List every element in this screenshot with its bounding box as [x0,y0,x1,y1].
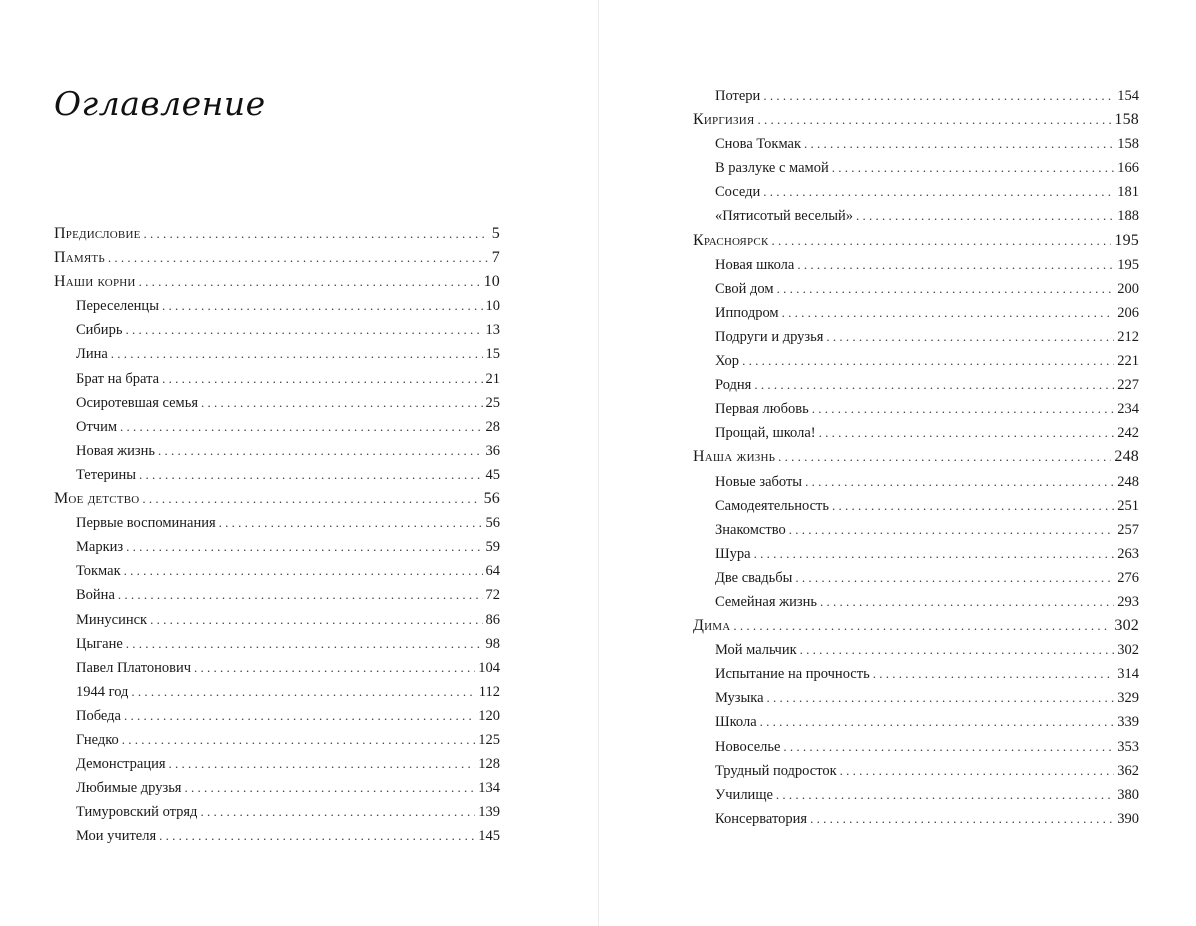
toc-entry-title: Лина [76,346,108,363]
dot-leader [832,156,1115,180]
toc-page-number: 195 [1114,231,1139,249]
toc-page-number: 98 [485,635,500,652]
toc-subsection-entry [54,439,500,463]
toc-page-number: 195 [1117,256,1139,273]
dot-leader [820,590,1114,614]
toc-subsection-entry [693,638,1139,662]
toc-page-number: 158 [1114,111,1139,129]
dot-leader [805,470,1114,494]
toc-page-number: 120 [478,707,500,724]
dot-leader [184,776,475,800]
toc-page-number: 158 [1117,136,1139,153]
toc-page-number: 36 [485,442,500,459]
dot-leader [757,108,1111,132]
toc-entry-title: Дима [693,617,731,635]
toc-entry-title: Наши корни [54,273,136,291]
toc-page-number: 276 [1117,569,1139,586]
dot-leader [124,704,475,728]
toc-entry-title: Потери [715,88,761,104]
toc-page-number: 329 [1117,690,1139,707]
toc-subsection-entry [54,415,500,439]
dot-leader [795,566,1114,590]
toc-entry-title: Любимые друзья [76,780,182,797]
toc-page-number: 293 [1117,593,1139,610]
toc-page-number: 104 [478,659,500,676]
page-title: Оглавление [54,84,266,123]
toc-entry-title: Консерватория [715,810,808,827]
toc-section-entry [693,445,1139,469]
toc-entry-title: Тимуровский отряд [76,804,198,821]
toc-subsection-entry [693,542,1139,566]
toc-entry-title: Шура [715,545,751,562]
toc-subsection-entry [54,824,500,848]
toc-subsection-entry [693,686,1139,710]
toc-entry-title: Испытание на прочность [715,666,870,683]
toc-subsection-entry [54,463,500,487]
toc-entry-title: Гнедко [76,731,119,748]
toc-entry-title: Училище [715,786,773,803]
toc-entry-title: Прощай, школа! [715,425,816,442]
toc-page-number: 188 [1117,208,1139,225]
toc-page-number: 221 [1117,353,1139,370]
toc-page-number: 181 [1117,184,1139,201]
dot-leader [832,494,1114,518]
toc-entry-title: Трудный подросток [715,762,837,779]
dot-leader [800,638,1115,662]
toc-entry-title: Новоселье [715,738,781,755]
toc-section-entry [54,270,500,294]
dot-leader [783,735,1114,759]
toc-subsection-entry [693,325,1139,349]
toc-page-number: 125 [478,731,500,748]
toc-subsection-entry [693,253,1139,277]
dot-leader [159,824,475,848]
dot-leader [201,391,483,415]
toc-subsection-entry [54,800,500,824]
toc-page-number: 139 [478,804,500,821]
toc-entry-title: Первые воспоминания [76,515,216,532]
dot-leader [122,728,475,752]
toc-subsection-entry [54,511,500,535]
toc-subsection-entry [693,783,1139,807]
toc-entry-title: Память [54,249,105,267]
toc-page-number: 56 [485,515,500,532]
dot-leader [778,445,1111,469]
toc-subsection-entry [54,656,500,680]
dot-leader [804,132,1114,156]
toc-entry-title: Тетерины [76,466,137,483]
toc-page-number: 59 [485,539,500,556]
toc-entry-title: Мои учителя [76,828,157,845]
toc-subsection-entry [693,156,1139,180]
dot-leader [797,253,1114,277]
toc-page-number: 257 [1117,521,1139,538]
toc-page-number: 242 [1117,425,1139,442]
toc-page-number: 72 [485,587,500,604]
toc-page-number: 234 [1117,401,1139,418]
toc-entry-title: Знакомство [715,521,786,538]
toc-subsection-entry [54,294,500,318]
toc-page-number: 56 [483,490,500,508]
toc-list-right [693,84,1139,831]
toc-entry-title: Предисловие [54,225,141,242]
toc-entry-title: Мой мальчик [715,642,797,659]
toc-entry-title: Киргизия [693,111,755,129]
toc-page-number: 45 [485,466,500,483]
toc-subsection-entry [54,391,500,415]
toc-entry-title: Две свадьбы [715,569,793,586]
toc-page-number: 200 [1117,280,1139,297]
dot-leader [760,710,1115,734]
dot-leader [125,318,482,342]
toc-page-number: 13 [485,322,500,339]
dot-leader [812,397,1115,421]
toc-subsection-entry [693,759,1139,783]
dot-leader [126,535,482,559]
dot-leader [819,421,1115,445]
dot-leader [763,84,1114,108]
dot-leader [754,373,1114,397]
toc-entry-title: Брат на брата [76,370,160,387]
toc-page-number: 380 [1117,786,1139,803]
toc-entry-title: Осиротевшая семья [76,394,198,411]
toc-entry-title: Демонстрация [76,756,166,773]
toc-page-number: 206 [1117,304,1139,321]
dot-leader [124,559,483,583]
toc-page-number: 15 [485,346,500,363]
toc-page-number: 227 [1117,377,1139,394]
toc-entry-title: Сибирь [76,322,123,339]
toc-entry-title: Самодеятельность [715,497,829,514]
toc-entry-title: Отчим [76,418,118,435]
toc-subsection-entry [54,318,500,342]
dot-leader [776,783,1114,807]
toc-subsection-entry [693,204,1139,228]
toc-subsection-entry [693,373,1139,397]
dot-leader [150,608,482,632]
toc-page-number: 64 [485,563,500,580]
toc-subsection-entry [54,632,500,656]
toc-subsection-entry [693,470,1139,494]
toc-page-number: 362 [1117,762,1139,779]
toc-subsection-entry [693,518,1139,542]
toc-subsection-entry [693,397,1139,421]
dot-leader [158,439,483,463]
dot-leader [108,246,489,270]
toc-subsection-entry [693,349,1139,373]
toc-entry-title: Наша жизнь [693,448,776,466]
toc-subsection-entry [693,807,1139,831]
toc-subsection-entry [693,590,1139,614]
toc-entry-title: Снова Токмак [715,136,802,153]
toc-section-entry [693,614,1139,638]
toc-entry-title: Цыгане [76,635,123,652]
toc-subsection-entry [54,367,500,391]
dot-leader [139,463,482,487]
toc-entry-title: Новая жизнь [76,442,155,459]
toc-entry-title: Новые заботы [715,473,803,490]
toc-page-number: 25 [485,394,500,411]
toc-subsection-entry [693,301,1139,325]
toc-section-entry [54,487,500,511]
toc-entry-title: Токмак [76,563,121,580]
toc-subsection-entry [693,132,1139,156]
toc-page-number: 339 [1117,714,1139,731]
toc-entry-title: Победа [76,707,121,724]
toc-entry-title: В разлуке с мамой [715,160,829,177]
toc-page-number: 112 [478,683,500,700]
dot-leader [111,342,483,366]
toc-page-number: 21 [485,370,500,387]
toc-subsection-entry [693,710,1139,734]
toc-page-number: 166 [1117,160,1139,177]
dot-leader [826,325,1114,349]
toc-entry-title: Соседи [715,184,761,201]
toc-subsection-entry [54,583,500,607]
toc-entry-title: Первая любовь [715,401,809,418]
toc-subsection-entry [54,728,500,752]
dot-leader [169,752,476,776]
dot-leader [733,614,1111,638]
dot-leader [219,511,483,535]
dot-leader [763,180,1114,204]
toc-subsection-entry [693,662,1139,686]
toc-page-number: 263 [1117,545,1139,562]
toc-page-number: 248 [1114,448,1139,466]
toc-entry-title: Маркиз [76,539,124,556]
toc-entry-title: 1944 год [76,683,129,700]
toc-subsection-entry [54,559,500,583]
toc-entry-title: Мое детство [54,490,140,508]
toc-subsection-entry [54,535,500,559]
toc-page-number: 28 [485,418,500,435]
right-page [599,0,1196,926]
toc-entry-title: Хор [715,353,740,370]
toc-entry-title: Красноярск [693,231,769,249]
toc-subsection-entry [693,180,1139,204]
toc-subsection-entry [693,735,1139,759]
dot-leader [200,800,475,824]
toc-page-number: 302 [1114,617,1139,635]
toc-subsection-entry [693,277,1139,301]
dot-leader [742,349,1114,373]
toc-entry-title: Музыка [715,690,764,707]
dot-leader [767,686,1115,710]
toc-entry-title: Семейная жизнь [715,593,818,610]
dot-leader [840,759,1115,783]
toc-section-entry [54,222,500,246]
dot-leader [162,367,482,391]
toc-page-number: 212 [1117,328,1139,345]
dot-leader [139,270,481,294]
toc-list-left [54,222,500,848]
dot-leader [120,415,482,439]
dot-leader [782,301,1115,325]
toc-subsection-entry [54,680,500,704]
toc-page-number: 7 [491,249,500,267]
toc-page-number: 251 [1117,497,1139,514]
toc-subsection-entry [693,84,1139,108]
toc-page-number: 10 [485,298,500,315]
toc-entry-title: Подруги и друзья [715,328,824,345]
toc-subsection-entry [54,752,500,776]
dot-leader [777,277,1115,301]
dot-leader [142,487,480,511]
dot-leader [789,518,1115,542]
toc-subsection-entry [54,342,500,366]
toc-page-number: 145 [478,828,500,845]
dot-leader [194,656,475,680]
dot-leader [118,583,483,607]
dot-leader [754,542,1115,566]
toc-page-number: 390 [1117,810,1139,827]
toc-entry-title: «Пятисотый веселый» [715,208,854,225]
dot-leader [131,680,475,704]
toc-page-number: 5 [491,225,500,242]
dot-leader [144,222,489,246]
toc-entry-title: Переселенцы [76,298,159,315]
toc-entry-title: Минусинск [76,611,148,628]
toc-page-number: 10 [483,273,500,291]
toc-subsection-entry [54,608,500,632]
toc-page-number: 154 [1117,88,1139,104]
dot-leader [856,204,1114,228]
toc-subsection-entry [54,704,500,728]
toc-entry-title: Война [76,587,115,604]
toc-entry-title: Родня [715,377,752,394]
toc-entry-title: Школа [715,714,757,731]
toc-entry-title: Свой дом [715,280,774,297]
toc-page-number: 353 [1117,738,1139,755]
toc-page-number: 134 [478,780,500,797]
dot-leader [873,662,1115,686]
dot-leader [162,294,483,318]
toc-entry-title: Ипподром [715,304,779,321]
toc-page-number: 248 [1117,473,1139,490]
toc-entry-title: Новая школа [715,256,795,273]
dot-leader [810,807,1114,831]
toc-subsection-entry [693,421,1139,445]
toc-page-number: 86 [485,611,500,628]
toc-page-number: 302 [1117,642,1139,659]
toc-section-entry [693,108,1139,132]
toc-entry-title: Павел Платонович [76,659,192,676]
toc-subsection-entry [54,776,500,800]
toc-subsection-entry [693,494,1139,518]
toc-section-entry [693,229,1139,253]
toc-subsection-entry [693,566,1139,590]
toc-section-entry [54,246,500,270]
dot-leader [126,632,483,656]
toc-page-number: 128 [478,756,500,773]
toc-page-number: 314 [1117,666,1139,683]
dot-leader [771,229,1111,253]
